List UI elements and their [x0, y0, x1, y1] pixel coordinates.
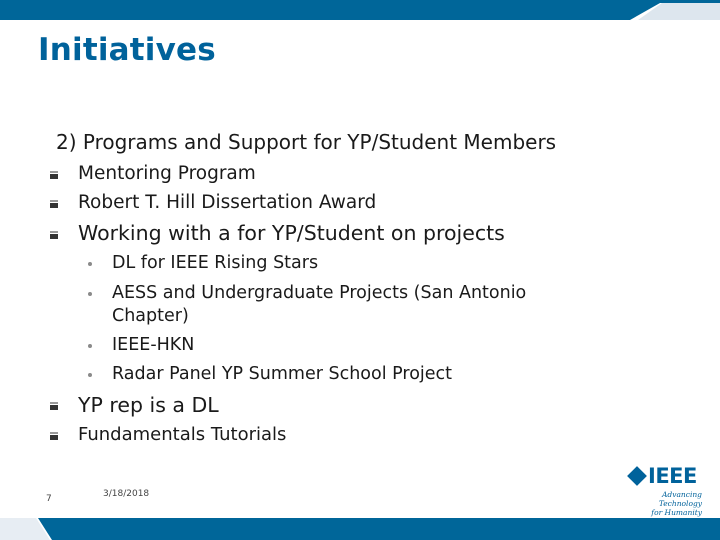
- sub-item-aess-projects: AESS and Undergraduate Projects (San Antonio: [112, 283, 527, 303]
- bottom-banner-bar: [0, 518, 720, 540]
- list-item-working-with: Working with a for YP/Student on projects: [78, 221, 505, 245]
- list-item-dissertation-award: Robert T. Hill Dissertation Award: [78, 192, 377, 213]
- sub-bullet-icon: [88, 292, 92, 296]
- ieee-tagline-line1: Advancing Technology: [658, 490, 702, 508]
- ieee-logo: [624, 464, 708, 517]
- ieee-tagline-line2: for Humanity: [651, 508, 702, 517]
- sub-item-aess-projects-cont: Chapter): [112, 306, 189, 326]
- bullet-icon: [50, 171, 58, 179]
- ieee-tagline: [630, 490, 702, 517]
- page-number: 7: [46, 494, 52, 504]
- list-item-fundamentals: Fundamentals Tutorials: [78, 424, 287, 445]
- ieee-diamond-icon: [627, 466, 647, 486]
- sub-item-radar-panel: Radar Panel YP Summer School Project: [112, 364, 453, 384]
- sub-bullet-icon: [88, 262, 92, 266]
- sub-bullet-icon: [88, 373, 92, 377]
- bullet-icon: [50, 402, 58, 410]
- sub-item-ieee-hkn: IEEE-HKN: [112, 335, 195, 355]
- bullet-icon: [50, 432, 58, 440]
- list-item-yp-rep: YP rep is a DL: [78, 393, 219, 417]
- ieee-wordmark: IEEE: [648, 464, 697, 488]
- slide-date: 3/18/2018: [103, 489, 150, 499]
- slide-title: Initiatives: [38, 32, 216, 68]
- bullet-icon: [50, 200, 58, 208]
- slide-subtitle: 2) Programs and Support for YP/Student Members: [56, 130, 557, 154]
- list-item-mentoring: Mentoring Program: [78, 163, 256, 184]
- sub-item-rising-stars: DL for IEEE Rising Stars: [112, 253, 319, 273]
- top-banner-bar: [0, 0, 720, 20]
- bullet-icon: [50, 231, 58, 239]
- sub-bullet-icon: [88, 344, 92, 348]
